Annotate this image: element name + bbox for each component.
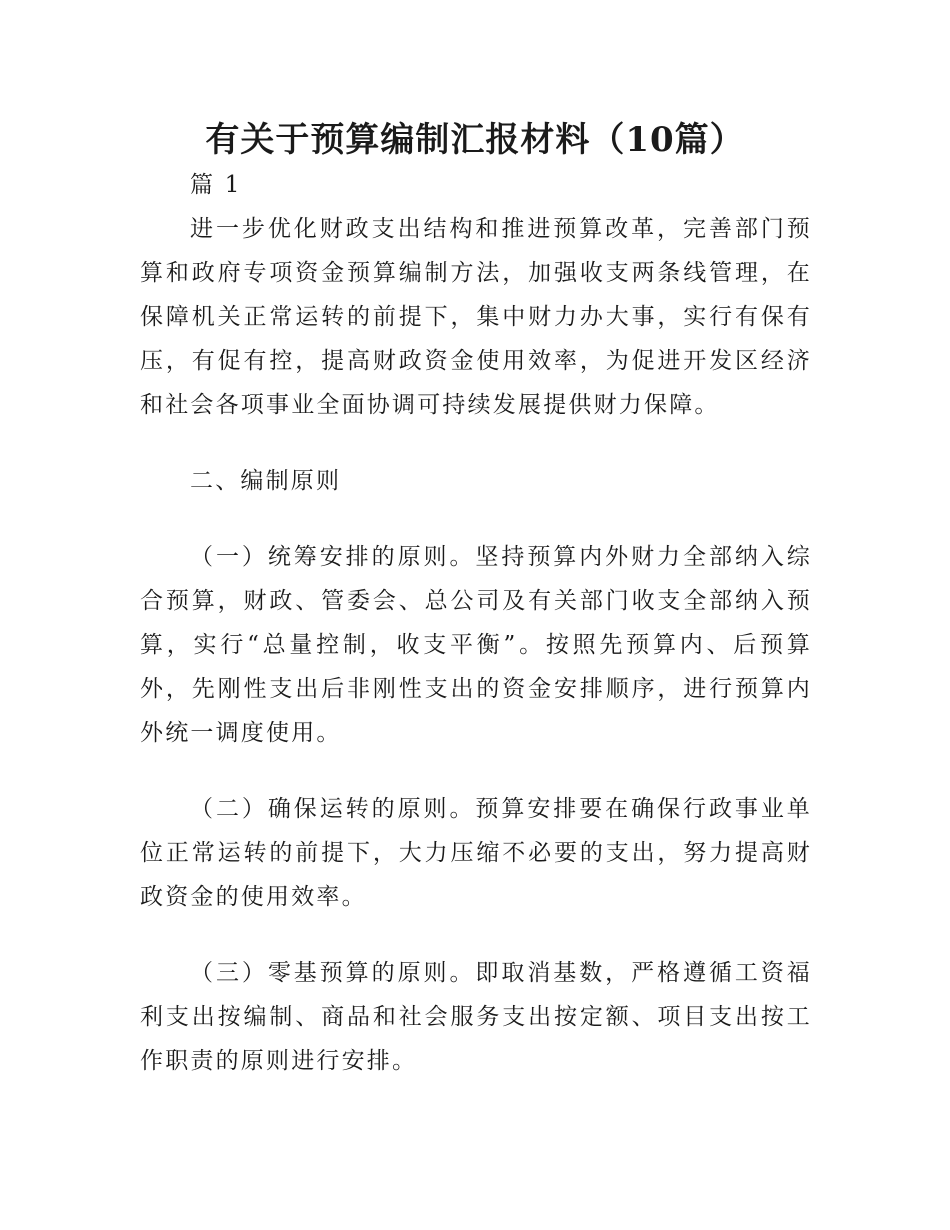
section-label: 篇 1	[190, 172, 242, 198]
paragraph-gap	[140, 755, 812, 787]
paragraph-gap	[140, 503, 812, 535]
paragraph-gap	[140, 919, 812, 951]
heading-principles: 二、编制原则	[190, 468, 342, 494]
paragraph-intro: 进一步优化财政支出结构和推进预算改革，完善部门预算和政府专项资金预算编制方法，加强收支两条线管理，在保障机关正常运转的前提下，集中财力办大事，实行有保有压，有促有控，提高财政资金使用效率，为促进开发区经济和社会各项事业全面协调可持续发展提供财力保障。	[140, 216, 812, 418]
document-title: 有关于预算编制汇报材料（10篇）	[205, 120, 745, 160]
paragraph-gap	[140, 427, 812, 459]
paragraph-principle-2: （二）确保运转的原则。预算安排要在确保行政事业单位正常运转的前提下，大力压缩不必要的支出，努力提高财政资金的使用效率。	[140, 796, 812, 910]
document-body	[140, 163, 812, 1083]
paragraph-principle-1: （一）统筹安排的原则。坚持预算内外财力全部纳入综合预算，财政、管委会、总公司及有关部门收支全部纳入预算，实行“总量控制，收支平衡”。按照先预算内、后预算外，先刚性支出后非刚性支出的资金安排顺序，进行预算内外统一调度使用。	[140, 544, 812, 746]
paragraph-principle-3: （三）零基预算的原则。即取消基数，严格遵循工资福利支出按编制、商品和社会服务支出按定额、项目支出按工作职责的原则进行安排。	[140, 960, 812, 1074]
